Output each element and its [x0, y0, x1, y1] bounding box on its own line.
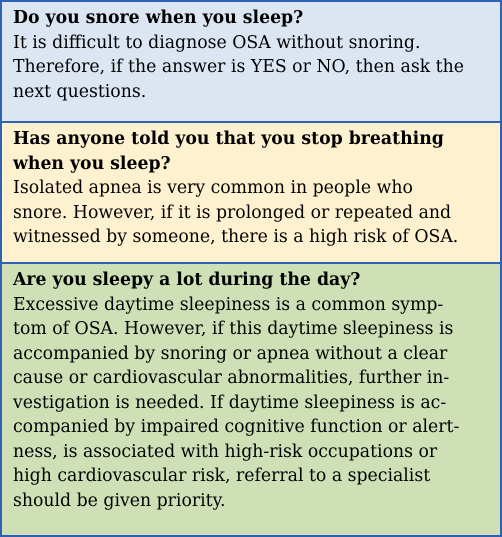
question-heading: when you sleep? [13, 153, 171, 174]
answer-line: Isolated apnea is very common in people who [13, 178, 413, 198]
answer-line: Excessive daytime sleepiness is a common symp- [13, 294, 444, 315]
answer-line: should be given priority. [13, 490, 226, 511]
answer-line: high cardiovascular risk, referral to a specialist [13, 466, 431, 486]
snoring-question-box [2, 2, 500, 123]
answer-line: vestigation is needed. If daytime sleepiness is ac- [13, 392, 447, 413]
daytime-sleepiness-question-box [2, 264, 500, 535]
question-heading: Has anyone told you that you stop breathing [13, 129, 444, 149]
answer-line: tom of OSA. However, if this daytime sleepiness is [13, 319, 454, 339]
answer-line: witnessed by someone, there is a high risk of OSA. [13, 227, 459, 247]
question-heading: Are you sleepy a lot during the day? [13, 270, 361, 290]
answer-line: companied by impaired cognitive function or alert- [13, 417, 460, 437]
answer-line: accompanied by snoring or apnea without a clear [13, 343, 448, 364]
answer-line: It is difficult to diagnose OSA without snoring. [13, 32, 421, 53]
answer-line: ness, is associated with high-risk occupations or [13, 441, 438, 462]
question-heading: Do you snore when you sleep? [13, 8, 304, 28]
answer-line: next questions. [13, 81, 147, 102]
answer-line: cause or cardiovascular abnormalities, further in- [13, 368, 450, 388]
breathing-question-box [2, 123, 500, 264]
answer-line: snore. However, if it is prolonged or repeated and [13, 202, 452, 223]
answer-line: Therefore, if the answer is YES or NO, then ask the [13, 57, 464, 77]
